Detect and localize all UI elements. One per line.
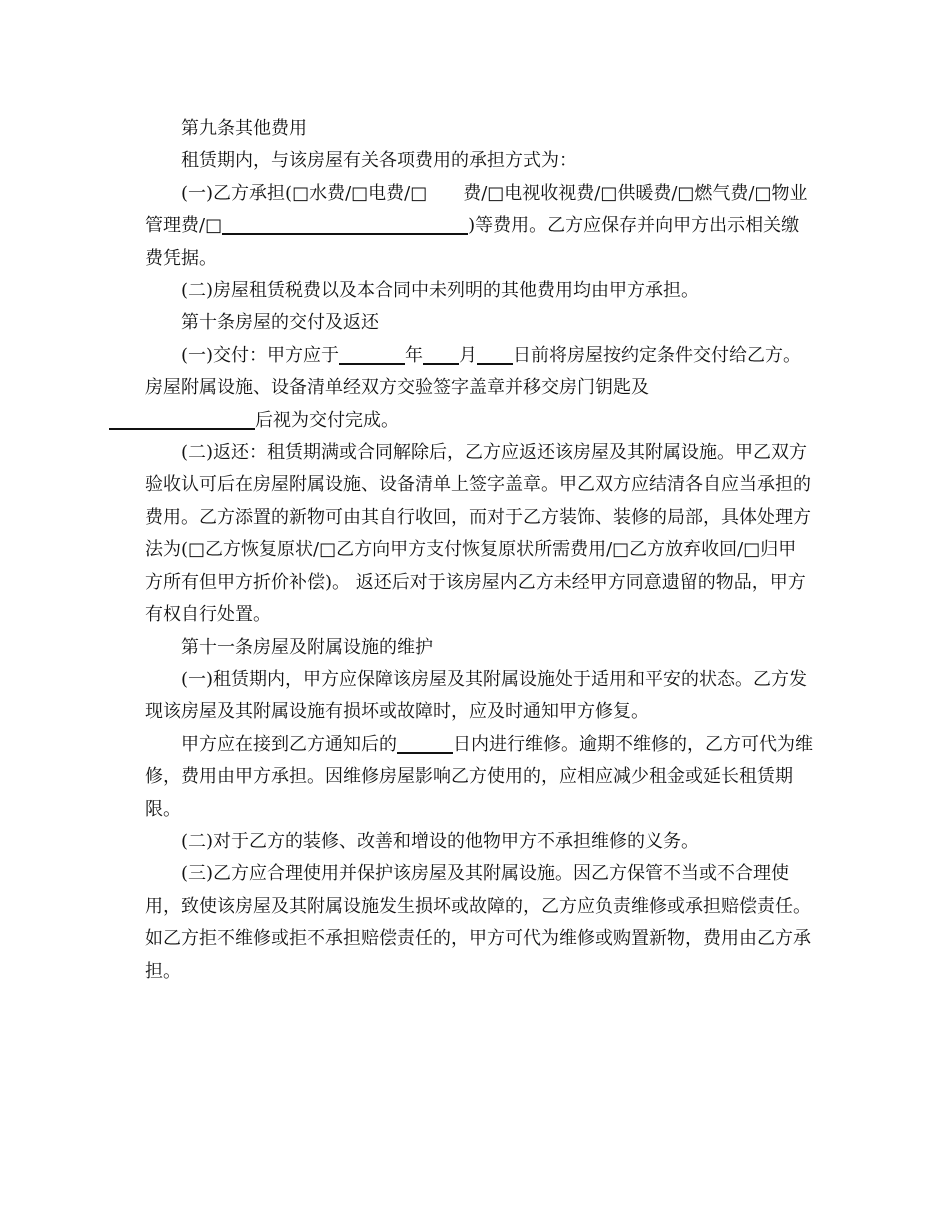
fill-blank-repair-days[interactable] bbox=[397, 734, 453, 754]
article11-item2: (二)对于乙方的装修、改善和增设的他物甲方不承担维修的义务。 bbox=[181, 830, 700, 852]
fill-blank-other-fee[interactable] bbox=[222, 215, 468, 235]
article9-item1 bbox=[145, 178, 813, 275]
article10-item1-a: (一)交付：甲方应于 bbox=[181, 344, 340, 366]
article10-title: 第十条房屋的交付及返还 bbox=[181, 312, 379, 334]
article11-item1b bbox=[145, 729, 813, 826]
article9-title: 第九条其他费用 bbox=[181, 118, 307, 139]
fill-blank-keys[interactable] bbox=[109, 410, 255, 430]
fill-blank-day[interactable] bbox=[477, 345, 513, 365]
fill-blank-month[interactable] bbox=[423, 345, 459, 365]
article9-item1-a: (一)乙方承担(□水费/□电费/□ bbox=[181, 182, 428, 204]
article10-item1-d: 日前将房屋按约定条件交付给乙方。房屋附属设施、设备清单经双方交验签字盖章并移交房门钥匙及 bbox=[145, 344, 802, 399]
article10-item1-e: 后视为交付完成。 bbox=[255, 409, 399, 431]
article11-item1b-a: 甲方应在接到乙方通知后的 bbox=[181, 733, 397, 755]
article11-item1b-b: 日内进行维修。逾期不维修的，乙方可代为维修，费用由甲方承担。因维修房屋影响乙方使用的，应相应减少租金或延长租赁期限。 bbox=[145, 733, 813, 820]
document-page bbox=[145, 113, 813, 988]
article11-title: 第十一条房屋及附属设施的维护 bbox=[181, 636, 433, 658]
article9-item1-c: )等费用。乙方应保存并向甲方出示相关缴费凭据。 bbox=[145, 215, 800, 269]
article10-item2: (二)返还：租赁期满或合同解除后，乙方应返还该房屋及其附属设施。甲乙双方验收认可后在房屋附属设施、设备清单上签字盖章。甲乙双方应结清各自应当承担的费用。乙方添置的新物可由其自行收回，而对于乙方装饰、装修的局部，具体处理方法为(□乙方恢复原状/□乙方向甲方支付恢复原状所需费用/□乙方放弃收回/□归甲方所有但甲方折价补偿)。 返还后对于该房屋内乙方未经甲方同意遗留的物品，甲方有权自行处置。 bbox=[145, 442, 811, 626]
article11-item1: (一)租赁期内，甲方应保障该房屋及其附属设施处于适用和平安的状态。乙方发现该房屋及其附属设施有损坏或故障时，应及时通知甲方修复。 bbox=[145, 668, 808, 723]
article11-item3: (三)乙方应合理使用并保护该房屋及其附属设施。因乙方保管不当或不合理使用，致使该房屋及其附属设施发生损坏或故障的，乙方应负责维修或承担赔偿责任。如乙方拒不维修或拒不承担赔偿责任的，甲方可代为维修或购置新物，费用由乙方承担。 bbox=[145, 863, 811, 982]
fill-blank-year[interactable] bbox=[339, 345, 405, 365]
article10-item1-b: 年 bbox=[405, 344, 424, 366]
article10-item1 bbox=[145, 340, 813, 437]
article9-item1-b: 费/□电视收视费/□供暖费/□燃气费/□物业管理费/□ bbox=[145, 182, 808, 237]
article9-item2: (二)房屋租赁税费以及本合同中未列明的其他费用均由甲方承担。 bbox=[181, 280, 700, 302]
article10-item1-c: 月 bbox=[459, 344, 478, 366]
article9-intro: 租赁期内，与该房屋有关各项费用的承担方式为： bbox=[181, 150, 577, 172]
